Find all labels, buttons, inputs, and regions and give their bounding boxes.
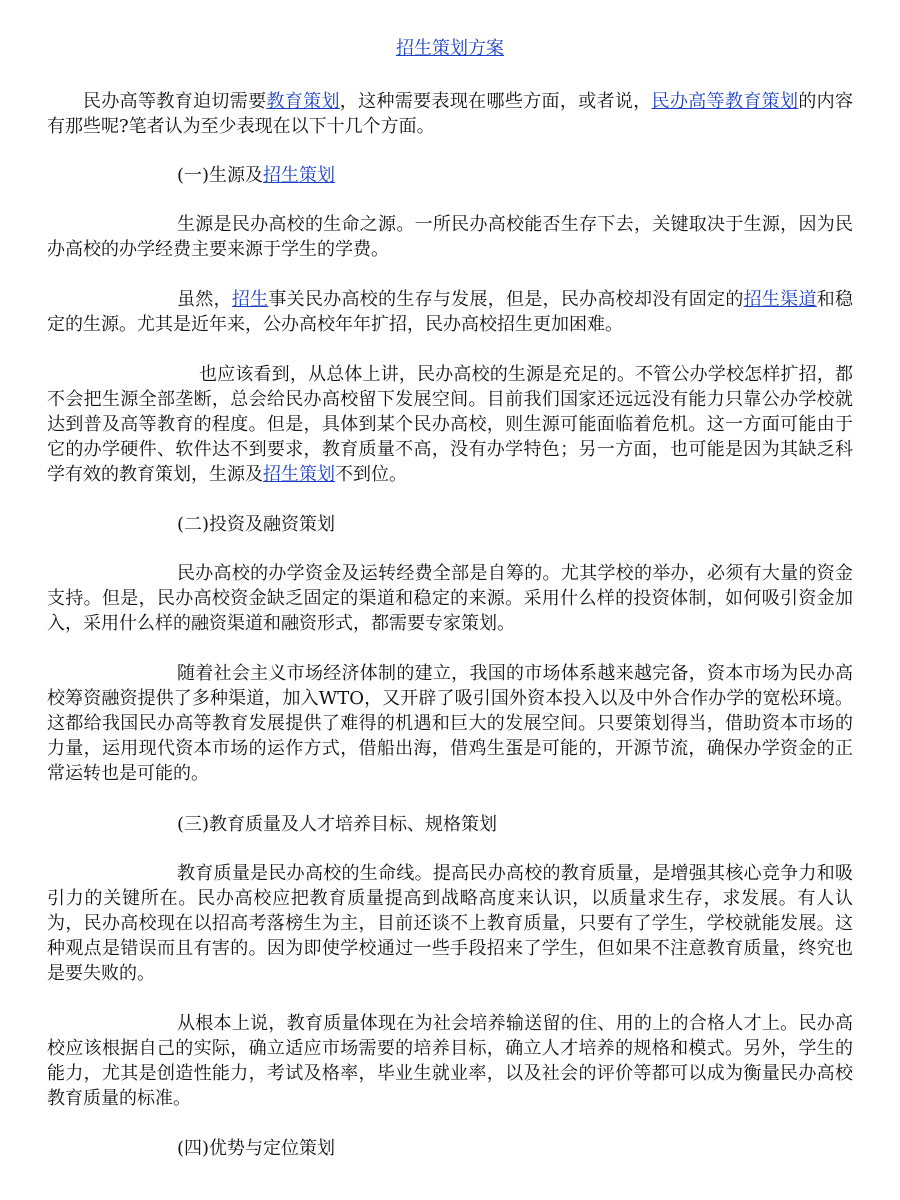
section1-heading-prefix: (一)生源及 bbox=[177, 165, 264, 186]
s1p3-text-2: 不到位。 bbox=[335, 464, 407, 485]
section1-paragraph-2 bbox=[47, 287, 853, 337]
section4-heading: (四)优势与定位策划 bbox=[177, 1138, 336, 1159]
intro-text-2: ，这种需要表现在哪些方面，或者说， bbox=[339, 91, 652, 112]
intro-text-1: 民办高等教育迫切需要 bbox=[83, 91, 267, 112]
link-enrollment-planning[interactable]: 招生策划 bbox=[263, 464, 335, 485]
intro-text-3: 的内容有那些呢?笔者认为至少表现在以下十几个方面。 bbox=[47, 91, 854, 137]
section2-heading: (二)投资及融资策划 bbox=[177, 514, 336, 535]
title-link[interactable]: 招生策划方案 bbox=[396, 38, 504, 59]
section1-paragraph-3 bbox=[47, 362, 853, 487]
s1p2-text-3: 和稳定的生源。尤其是近年来，公办高校年年扩招，民办高校招生更加困难。 bbox=[47, 289, 854, 335]
s1p2-text-1: 虽然， bbox=[177, 289, 232, 310]
section1-heading-link[interactable]: 招生策划 bbox=[263, 165, 336, 186]
link-private-higher-education-planning[interactable]: 民办高等教育策划 bbox=[651, 91, 799, 112]
section1-paragraph-1: 生源是民办高校的生命之源。一所民办高校能否生存下去，关键取决于生源，因为民办高校的办学经费主要来源于学生的学费。 bbox=[47, 214, 853, 260]
section3-heading: (三)教育质量及人才培养目标、规格策划 bbox=[177, 814, 498, 835]
document-title bbox=[0, 36, 900, 62]
link-education-planning[interactable]: 教育策划 bbox=[266, 91, 340, 112]
link-enrollment-channels[interactable]: 招生渠道 bbox=[743, 289, 817, 310]
section2-paragraph-1: 民办高校的办学资金及运转经费全部是自筹的。尤其学校的举办，必须有大量的资金支持。但是，民办高校资金缺乏固定的渠道和稳定的来源。采用什么样的投资体制，如何吸引资金加入，采用什么样的融资渠道和融资形式，都需要专家策划。 bbox=[47, 563, 853, 634]
s1p2-text-2: 事关民办高校的生存与发展，但是，民办高校却没有固定的 bbox=[268, 289, 744, 310]
section3-paragraph-1: 教育质量是民办高校的生命线。提高民办高校的教育质量，是增强其核心竞争力和吸引力的关键所在。民办高校应把教育质量提高到战略高度来认识，以质量求生存，求发展。有人认为，民办高校现在以招高考落榜生为主，目前还谈不上教育质量，只要有了学生，学校就能发展。这种观点是错误而且有害的。因为即使学校通过一些手段招来了学生，但如果不注意教育质量，终究也是要失败的。 bbox=[47, 863, 853, 984]
section3-paragraph-2: 从根本上说，教育质量体现在为社会培养输送留的住、用的上的合格人才上。民办高校应该根据自己的实际，确立适应市场需要的培养目标，确立人才培养的规格和模式。另外，学生的能力，尤其是创造性能力，考试及格率，毕业生就业率，以及社会的评价等都可以成为衡量民办高校教育质量的标准。 bbox=[47, 1013, 853, 1109]
section1-heading bbox=[177, 163, 335, 188]
link-enrollment[interactable]: 招生 bbox=[231, 289, 269, 310]
s1p3-text-1: 也应该看到，从总体上讲，民办高校的生源是充足的。不管公办学校怎样扩招，都不会把生源全部垄断，总会给民办高校留下发展空间。目前我们国家还远远没有能力只靠公办学校就达到普及高等教育的程度。但是，具体到某个民办高校，则生源可能面临着危机。这一方面可能由于它的办学硬件、软件达不到要求，教育质量不高，没有办学特色；另一方面，也可能是因为其缺乏科学有效的教育策划，生源及 bbox=[47, 364, 853, 485]
section2-paragraph-2: 随着社会主义市场经济体制的建立，我国的市场体系越来越完备，资本市场为民办高校筹资融资提供了多种渠道，加入WTO，又开辟了吸引国外资本投入以及中外合作办学的宽松环境。这都给我国民办高等教育发展提供了难得的机遇和巨大的发展空间。只要策划得当，借助资本市场的力量，运用现代资本市场的运作方式，借船出海，借鸡生蛋是可能的，开源节流，确保办学资金的正常运转也是可能的。 bbox=[47, 663, 853, 784]
intro-paragraph bbox=[47, 89, 853, 139]
